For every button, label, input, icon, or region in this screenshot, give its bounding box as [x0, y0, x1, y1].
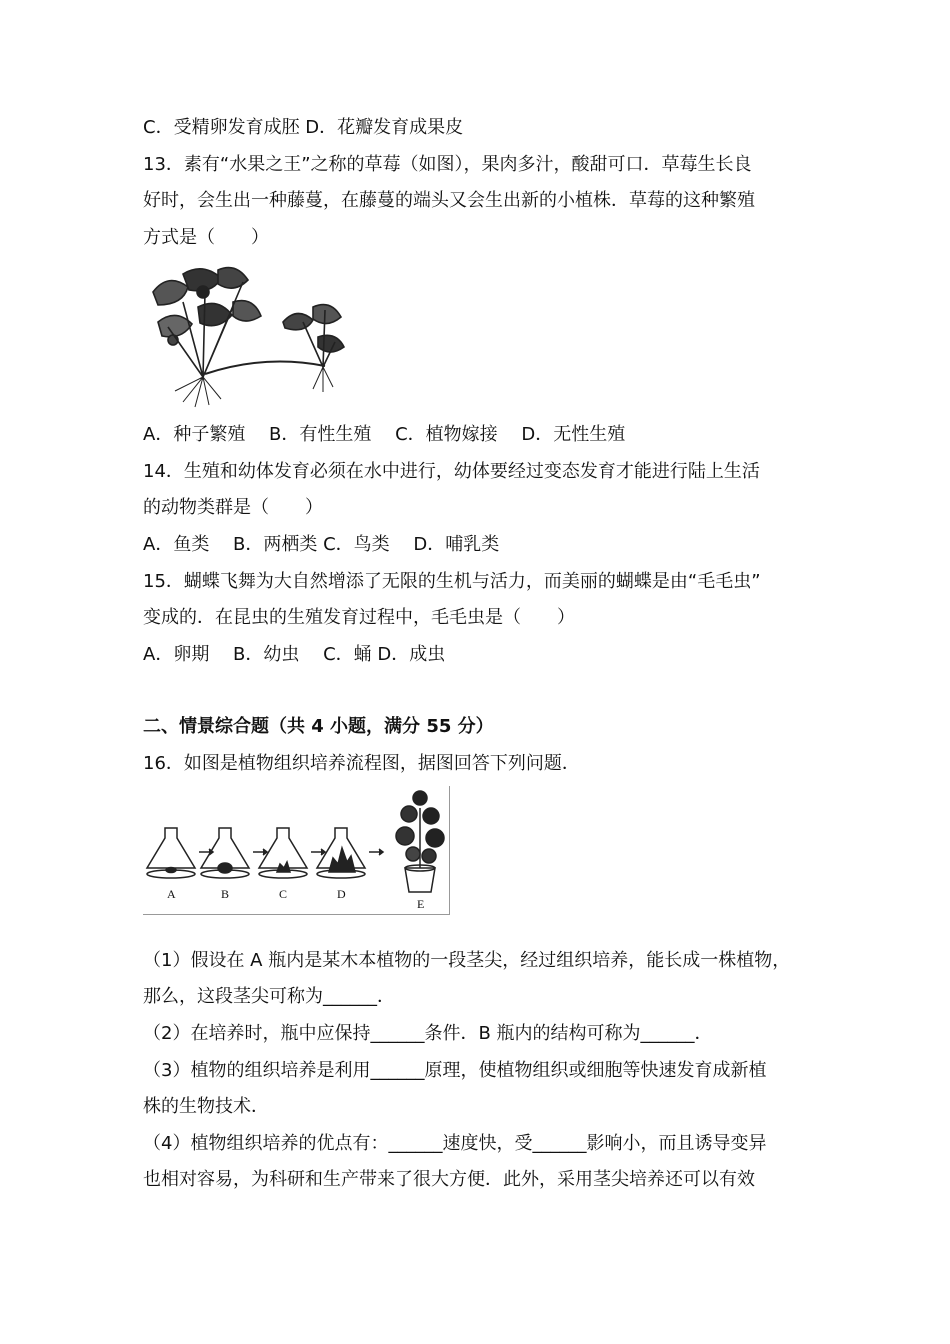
- q16-part3-line1: （3）植物的组织培养是利用______原理，使植物组织或细胞等快速发育成新植: [143, 1060, 767, 1081]
- tissue-culture-figure: [143, 786, 450, 915]
- q14-stem-line1: 14．生殖和幼体发育必须在水中进行，幼体要经过变态发育才能进行陆上生活: [143, 461, 760, 482]
- q13-stem-line2: 好时，会生出一种藤蔓，在藤蔓的端头又会生出新的小植株．草莓的这种繁殖: [143, 190, 755, 211]
- q16-part4-line1: （4）植物组织培养的优点有：______速度快，受______影响小，而且诱导变异: [143, 1133, 767, 1154]
- flask-label-d: D: [337, 887, 346, 901]
- q12-options-cd: C．受精卵发育成胚 D．花瓣发育成果皮: [143, 117, 464, 138]
- flask-label-a: A: [167, 887, 176, 901]
- flask-label-c: C: [279, 887, 288, 901]
- q13-stem-line1: 13．素有“水果之王”之称的草莓（如图），果肉多汁，酸甜可口．草莓生长良: [143, 154, 752, 175]
- q13-stem-line3: 方式是（ ）: [143, 227, 269, 248]
- q15-stem-line2: 变成的．在昆虫的生殖发育过程中，毛毛虫是（ ）: [143, 607, 575, 628]
- section-heading: 二、情景综合题（共 4 小题，满分 55 分）: [143, 716, 494, 737]
- strawberry-plant-figure: [143, 262, 358, 410]
- flask-label-e: E: [417, 897, 425, 911]
- q16-part1-line1: （1）假设在 A 瓶内是某木本植物的一段茎尖，经过组织培养，能长成一株植物，: [143, 950, 791, 971]
- q16-part2: （2）在培养时，瓶中应保持______条件．B 瓶内的结构可称为______．: [143, 1023, 713, 1044]
- q16-part1-line2: 那么，这段茎尖可称为______．: [143, 986, 395, 1007]
- q15-stem-line1: 15．蝴蝶飞舞为大自然增添了无限的生机与活力，而美丽的蝴蝶是由“毛毛虫”: [143, 571, 761, 592]
- q14-stem-line2: 的动物类群是（ ）: [143, 497, 323, 518]
- flask-label-b: B: [221, 887, 230, 901]
- tissue-culture-diagram: [143, 786, 449, 914]
- q15-options: A．卵期 B．幼虫 C．蛹 D．成虫: [143, 644, 446, 665]
- q16-part4-line2: 也相对容易，为科研和生产带来了很大方便．此外，采用茎尖培养还可以有效: [143, 1169, 755, 1190]
- q16-stem: 16．如图是植物组织培养流程图，据图回答下列问题．: [143, 753, 580, 774]
- q14-options: A．鱼类 B．两栖类 C．鸟类 D．哺乳类: [143, 534, 500, 555]
- q16-part3-line2: 株的生物技术．: [143, 1096, 269, 1117]
- q13-options: A．种子繁殖 B．有性生殖 C．植物嫁接 D．无性生殖: [143, 424, 626, 445]
